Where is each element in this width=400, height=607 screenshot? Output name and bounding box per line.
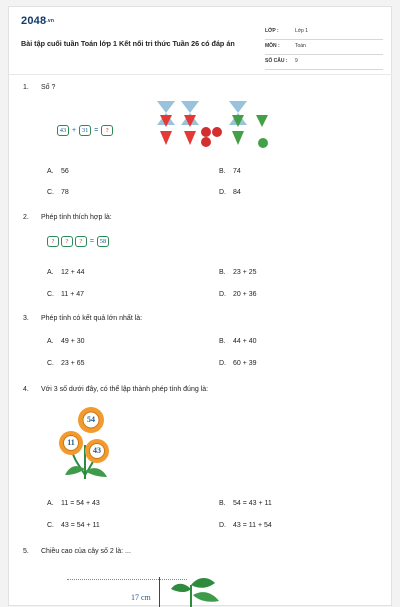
q2-equation <box>47 236 109 247</box>
option-letter: B. <box>219 269 226 276</box>
number-box: 43 <box>57 125 69 136</box>
worksheet-page <box>8 6 392 606</box>
number-box: 31 <box>79 125 91 136</box>
option-d[interactable] <box>219 522 272 529</box>
option-b[interactable] <box>219 269 257 276</box>
option-text: 54 = 43 + 11 <box>233 500 272 507</box>
option-letter: C. <box>47 189 54 196</box>
meta-info <box>265 25 383 70</box>
option-a[interactable] <box>47 269 85 276</box>
option-c[interactable] <box>47 189 69 196</box>
hourglass-icon <box>157 101 247 125</box>
site-logo[interactable] <box>21 15 54 27</box>
option-letter: A. <box>47 269 54 276</box>
option-b[interactable] <box>219 168 241 175</box>
answer-box: ? <box>47 236 59 247</box>
meta-value: Toán <box>295 43 306 49</box>
question-3 <box>23 315 142 322</box>
q1-illustration <box>151 99 271 151</box>
option-text: 23 + 65 <box>61 360 85 367</box>
question-2 <box>23 214 112 221</box>
option-letter: A. <box>47 500 54 507</box>
question-number: 1. <box>23 84 29 91</box>
answer-box: ? <box>61 236 73 247</box>
option-letter: C. <box>47 360 54 367</box>
number-box: 58 <box>97 236 109 247</box>
option-text: 43 = 54 + 11 <box>61 522 100 529</box>
option-letter: B. <box>219 500 226 507</box>
option-letter: D. <box>219 291 226 298</box>
meta-value: 9 <box>295 58 298 64</box>
option-b[interactable] <box>219 500 272 507</box>
option-d[interactable] <box>219 360 257 367</box>
option-text: 20 + 36 <box>233 291 257 298</box>
option-text: 60 + 39 <box>233 360 257 367</box>
meta-row-count <box>265 55 383 70</box>
question-number: 3. <box>23 315 29 322</box>
logo-text: 2048 <box>21 15 47 27</box>
option-text: 74 <box>233 168 241 175</box>
plus-sign: + <box>72 127 77 134</box>
apple-icon <box>201 127 268 148</box>
meta-row-subject <box>265 40 383 55</box>
option-text: 44 + 40 <box>233 338 257 345</box>
option-text: 11 = 54 + 43 <box>61 500 100 507</box>
worksheet-header <box>21 15 381 75</box>
height-marker <box>159 577 160 607</box>
question-text: Với 3 số dưới đây, có thể lập thành phép tính đúng là: <box>41 386 209 393</box>
option-letter: A. <box>47 338 54 345</box>
meta-label: LỚP : <box>265 28 279 34</box>
option-text: 78 <box>61 189 69 196</box>
option-letter: C. <box>47 522 54 529</box>
option-letter: D. <box>219 522 226 529</box>
meta-value: Lớp 1 <box>295 28 309 34</box>
flower-number: 43 <box>93 446 101 455</box>
meta-label: MÔN : <box>265 43 280 49</box>
option-c[interactable] <box>47 360 85 367</box>
option-letter: A. <box>47 168 54 175</box>
equals-sign: = <box>94 127 99 134</box>
question-text: Số ? <box>41 84 56 91</box>
document-title: Bài tập cuối tuần Toán lớp 1 Kết nối tri thức Tuần 26 có đáp án <box>21 39 235 48</box>
option-letter: D. <box>219 189 226 196</box>
question-number: 2. <box>23 214 29 221</box>
question-text: Chiều cao của cây số 2 là: ... <box>41 548 131 555</box>
q1-equation <box>57 125 113 136</box>
option-a[interactable] <box>47 168 69 175</box>
option-b[interactable] <box>219 338 257 345</box>
question-1 <box>23 84 55 91</box>
meta-label: SỐ CÂU : <box>265 58 288 64</box>
option-text: 11 + 47 <box>61 291 85 298</box>
option-c[interactable] <box>47 522 100 529</box>
plant-icon <box>169 575 229 607</box>
question-text: Phép tính có kết quả lớn nhất là: <box>41 315 143 322</box>
option-text: 84 <box>233 189 241 196</box>
answer-box: ? <box>75 236 87 247</box>
flower-illustration <box>51 405 119 481</box>
meta-row-class <box>265 25 383 40</box>
question-5 <box>23 548 131 555</box>
option-letter: B. <box>219 338 226 345</box>
logo-suffix: .vn <box>46 18 55 25</box>
option-c[interactable] <box>47 291 84 298</box>
option-letter: B. <box>219 168 226 175</box>
option-text: 49 + 30 <box>61 338 85 345</box>
option-text: 43 = 11 + 54 <box>233 522 272 529</box>
question-text: Phép tính thích hợp là: <box>41 214 112 221</box>
option-a[interactable] <box>47 338 85 345</box>
option-letter: D. <box>219 360 226 367</box>
option-d[interactable] <box>219 291 257 298</box>
header-divider <box>9 74 393 75</box>
question-4 <box>23 386 208 393</box>
flower-number: 11 <box>67 438 75 447</box>
option-text: 56 <box>61 168 69 175</box>
question-number: 4. <box>23 386 29 393</box>
option-letter: C. <box>47 291 54 298</box>
option-d[interactable] <box>219 189 241 196</box>
option-text: 12 + 44 <box>61 269 85 276</box>
height-label: 17 cm <box>131 593 151 602</box>
option-text: 23 + 25 <box>233 269 257 276</box>
answer-box: ? <box>101 125 113 136</box>
question-number: 5. <box>23 548 29 555</box>
option-a[interactable] <box>47 500 100 507</box>
equals-sign: = <box>89 238 94 245</box>
flower-number: 54 <box>87 415 95 424</box>
